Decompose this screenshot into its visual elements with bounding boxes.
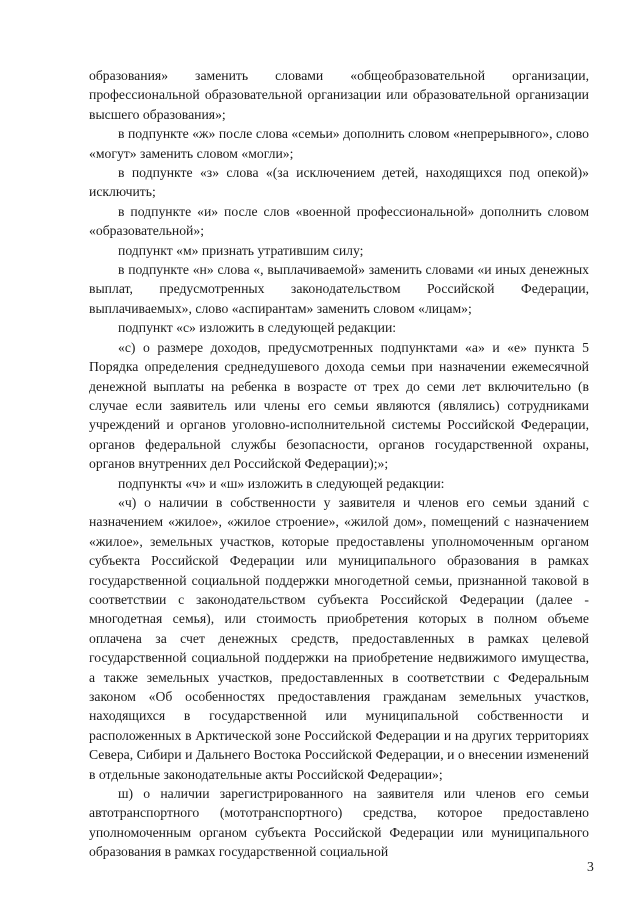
document-body: [89, 66, 589, 862]
page-number: 3: [587, 859, 594, 874]
paragraph-subitem-sh-text: ш) о наличии зарегистрированного на заявителя или членов его семьи автотранспортного (мототранспортного) средства, которое предоставлено уполномоченным органом субъекта Российской Федерации или муниципального образования в рамках государственной социальной: [89, 786, 589, 860]
paragraph-subitem-s-intro: подпункт «с» изложить в следующей редакции:: [118, 320, 397, 336]
paragraph-subitems-ch-sh-intro: подпункты «ч» и «ш» изложить в следующей редакции:: [118, 475, 445, 491]
paragraph-continuation: образования» заменить словами «общеобразовательной организации, профессиональной образовательной организации или образовательной организации высшего образования»;: [89, 68, 589, 122]
paragraph-subitem-z: в подпункте «з» слова «(за исключением детей, находящихся под опекой)» исключить;: [89, 165, 589, 200]
paragraph-subitem-s-text: «с) о размере доходов, предусмотренных подпунктами «а» и «е» пункта 5 Порядка определения среднедушевого дохода семьи при назначении ежемесячной денежной выплаты на ребенка в возрасте от трех до семи лет включительно (в случае если заявитель или члены его семьи являются (являлись) сотрудниками учреждений и органов уголовно-исполнительной системы Российской Федерации, органов федеральной службы безопасности, органов государственной охраны, органов внутренних дел Российской Федерации);»;: [89, 339, 589, 472]
paragraph-subitem-m: подпункт «м» признать утратившим силу;: [118, 242, 364, 258]
paragraph-subitem-n: в подпункте «н» слова «, выплачиваемой» заменить словами «и иных денежных выплат, предусмотренных законодательством Российской Федерации, выплачиваемых», слово «аспирантам» заменить словом «лицам»;: [89, 262, 589, 316]
paragraph-subitem-ch-text: «ч) о наличии в собственности у заявителя и членов его семьи зданий с назначением «жилое», «жилое строение», «жилой дом», помещений с назначением «жилое», земельных участков, которые предоставлены уполномоченным органом субъекта Российской Федерации или муниципального образования в рамках государственной социальной поддержки многодетной семьи, признанной таковой в соответствии с законодательством субъекта Российской Федерации (далее - многодетная семья), или стоимость приобретения которых в полном объеме оплачена за счет денежных средств, предоставленных в рамках целевой государственной социальной поддержки на приобретение недвижимого имущества, а также земельных участков, предоставленных в соответствии с Федеральным законом «Об особенностях предоставления гражданам земельных участков, находящихся в государственной или муниципальной собственности и расположенных в Арктической зоне Российской Федерации и на других территориях Севера, Сибири и Дальнего Востока Российской Федерации, и о внесении изменений в отдельные законодательные акты Российской Федерации»;: [89, 494, 589, 782]
paragraph-subitem-i: в подпункте «и» после слов «военной профессиональной» дополнить словом «образовательной»;: [89, 203, 589, 239]
paragraph-subitem-zh: в подпункте «ж» после слова «семьи» дополнить словом «непрерывного», слово «могут» заменить словом «могли»;: [89, 126, 589, 161]
